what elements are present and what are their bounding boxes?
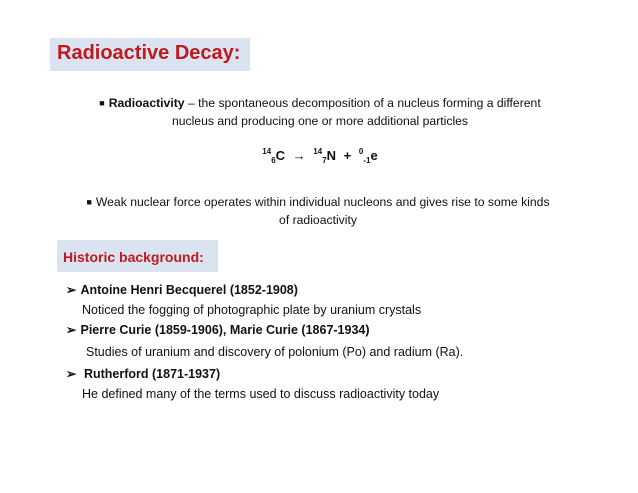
- arrow-bullet-icon: ➢: [66, 323, 77, 337]
- arrow-bullet-icon: ➢: [66, 283, 77, 297]
- history-desc-becquerel: Noticed the fogging of photographic plate by uranium crystals: [82, 303, 422, 317]
- carbon-mass-number: 14: [262, 147, 272, 156]
- history-desc-curie: Studies of uranium and discovery of polonium (Po) and radium (Ra).: [86, 345, 464, 359]
- slide-title: Radioactive Decay:: [57, 42, 241, 64]
- arrow-icon: →: [292, 148, 306, 163]
- definition-text: – the spontaneous decomposition of a nucleus forming a different: [184, 96, 541, 110]
- plus-sign: +: [343, 148, 352, 163]
- weak-force-bullet: [58, 193, 578, 229]
- electron-symbol: e: [370, 148, 378, 163]
- history-item-becquerel: ➢ Antoine Henri Becquerel (1852-1908): [66, 283, 298, 297]
- history-desc-rutherford: He defined many of the terms used to discuss radioactivity today: [82, 387, 440, 401]
- radioactivity-definition: [60, 94, 580, 130]
- radioactivity-term: Radioactivity: [108, 96, 185, 110]
- carbon-symbol: C: [275, 148, 286, 163]
- arrow-bullet-icon: ➢: [66, 367, 77, 381]
- weak-force-line-1: ■ Weak nuclear force operates within individual nucleons and gives rise to some kinds: [86, 195, 550, 209]
- history-item-rutherford: ➢ Rutherford (1871-1937): [66, 367, 221, 381]
- nitrogen-mass-number: 14: [313, 147, 323, 156]
- electron-mass-number: 0: [358, 147, 364, 156]
- square-bullet-icon: ■: [99, 98, 105, 108]
- historic-heading: Historic background:: [63, 249, 204, 265]
- electron-charge: -1: [363, 156, 371, 165]
- weak-force-line-2: of radioactivity: [279, 213, 357, 227]
- carbon-atomic-number: 6: [271, 156, 276, 165]
- definition-line-2: nucleus and producing one or more additional particles: [171, 114, 469, 128]
- nitrogen-atomic-number: 7: [322, 156, 327, 165]
- definition-line-1: [60, 94, 580, 112]
- decay-equation: [200, 147, 440, 165]
- nitrogen-symbol: N: [326, 148, 337, 163]
- square-bullet-icon: ■: [86, 197, 92, 207]
- history-item-curie: ➢ Pierre Curie (1859-1906), Marie Curie (1867-1934): [66, 323, 370, 337]
